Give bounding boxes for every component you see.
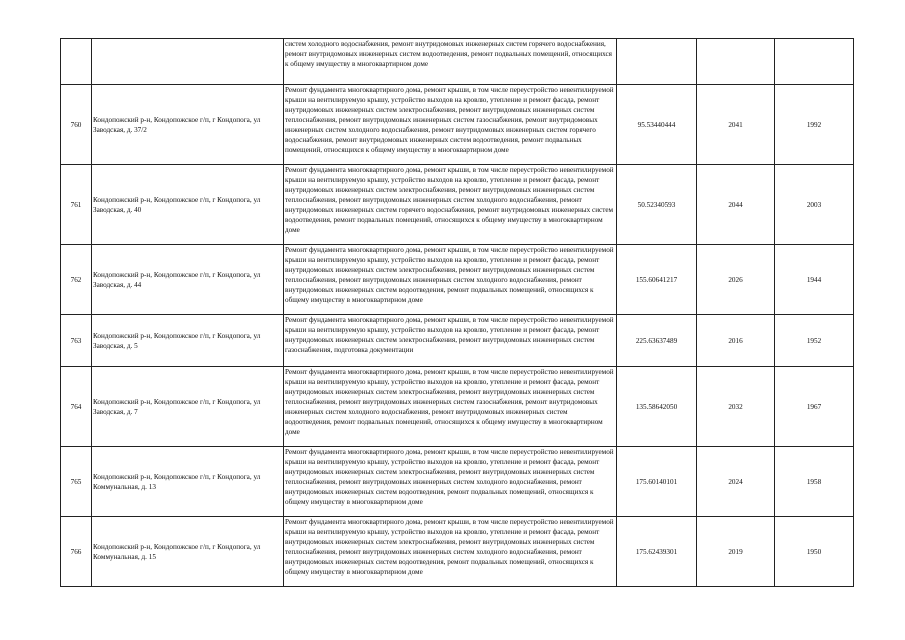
table-row bbox=[61, 367, 854, 447]
address-cell: Кондопожский р-н, Кондопожское г/п, г Кондопога, ул Заводская, д. 5 bbox=[92, 315, 284, 367]
planned-year-cell bbox=[697, 39, 775, 85]
area-value-cell: 175.60140101 bbox=[617, 447, 697, 517]
area-value-cell: 135.58642050 bbox=[617, 367, 697, 447]
works-list-cell: Ремонт фундамента многоквартирного дома, ремонт крыши, в том числе переустройство невентилируемой крыши на вентилируемую крышу, устройство выходов на кровлю, утепление и ремонт фасада, ремонт внутридомовых инженерных систем электроснабжения, ремонт внутридомовых инженерных систем теплоснабжения, ремонт внутридомовых инженерных систем газоснабжения, ремонт внутридомовых инженерных систем холодного водоснабжения, ремонт внутридомовых инженерных систем горячего водоснабжения, ремонт внутридомовых инженерных систем водоотведения, ремонт подвальных помещений, относящихся к общему имуществу в многоквартирном доме bbox=[284, 85, 617, 165]
row-number-cell bbox=[61, 39, 92, 85]
table-row bbox=[61, 85, 854, 165]
address-cell: Кондопожский р-н, Кондопожское г/п, г Кондопога, ул Заводская, д. 40 bbox=[92, 165, 284, 245]
table-row bbox=[61, 517, 854, 587]
planned-year-cell: 2016 bbox=[697, 315, 775, 367]
address-cell: Кондопожский р-н, Кондопожское г/п, г Кондопога, ул Заводская, д. 7 bbox=[92, 367, 284, 447]
address-cell: Кондопожский р-н, Кондопожское г/п, г Кондопога, ул Коммунальная, д. 15 bbox=[92, 517, 284, 587]
address-cell: Кондопожский р-н, Кондопожское г/п, г Кондопога, ул Заводская, д. 44 bbox=[92, 245, 284, 315]
table-row bbox=[61, 165, 854, 245]
address-cell: Кондопожский р-н, Кондопожское г/п, г Кондопога, ул Коммунальная, д. 13 bbox=[92, 447, 284, 517]
planned-year-cell: 2032 bbox=[697, 367, 775, 447]
row-number-cell: 765 bbox=[61, 447, 92, 517]
construction-year-cell: 1944 bbox=[775, 245, 854, 315]
construction-year-cell: 2003 bbox=[775, 165, 854, 245]
planned-year-cell: 2024 bbox=[697, 447, 775, 517]
area-value-cell: 225.63637489 bbox=[617, 315, 697, 367]
area-value-cell: 175.62439301 bbox=[617, 517, 697, 587]
table-row bbox=[61, 245, 854, 315]
table-body bbox=[61, 39, 854, 587]
planned-year-cell: 2026 bbox=[697, 245, 775, 315]
table-row bbox=[61, 315, 854, 367]
area-value-cell: 95.53440444 bbox=[617, 85, 697, 165]
construction-year-cell: 1967 bbox=[775, 367, 854, 447]
planned-year-cell: 2041 bbox=[697, 85, 775, 165]
planned-year-cell: 2019 bbox=[697, 517, 775, 587]
row-number-cell: 760 bbox=[61, 85, 92, 165]
construction-year-cell bbox=[775, 39, 854, 85]
construction-year-cell: 1992 bbox=[775, 85, 854, 165]
construction-year-cell: 1952 bbox=[775, 315, 854, 367]
construction-year-cell: 1958 bbox=[775, 447, 854, 517]
table-row bbox=[61, 39, 854, 85]
works-list-cell: Ремонт фундамента многоквартирного дома, ремонт крыши, в том числе переустройство невентилируемой крыши на вентилируемую крышу, устройство выходов на кровлю, утепление и ремонт фасада, ремонт внутридомовых инженерных систем электроснабжения, ремонт внутридомовых инженерных систем газоснабжения, подготовка документации bbox=[284, 315, 617, 367]
row-number-cell: 761 bbox=[61, 165, 92, 245]
works-list-cell: Ремонт фундамента многоквартирного дома, ремонт крыши, в том числе переустройство невентилируемой крыши на вентилируемую крышу, устройство выходов на кровлю, утепление и ремонт фасада, ремонт внутридомовых инженерных систем электроснабжения, ремонт внутридомовых инженерных систем теплоснабжения, ремонт внутридомовых инженерных систем холодного водоснабжения, ремонт внутридомовых инженерных систем водоотведения, ремонт подвальных помещений, относящихся к общему имуществу в многоквартирном доме bbox=[284, 245, 617, 315]
row-number-cell: 766 bbox=[61, 517, 92, 587]
capital-repair-table bbox=[60, 38, 854, 587]
area-value-cell bbox=[617, 39, 697, 85]
planned-year-cell: 2044 bbox=[697, 165, 775, 245]
works-list-cell: Ремонт фундамента многоквартирного дома, ремонт крыши, в том числе переустройство невентилируемой крыши на вентилируемую крышу, устройство выходов на кровлю, утепление и ремонт фасада, ремонт внутридомовых инженерных систем электроснабжения, ремонт внутридомовых инженерных систем теплоснабжения, ремонт внутридомовых инженерных систем холодного водоснабжения, ремонт внутридомовых инженерных систем водоотведения, ремонт подвальных помещений, относящихся к общему имуществу в многоквартирном доме bbox=[284, 447, 617, 517]
address-cell bbox=[92, 39, 284, 85]
works-list-cell: Ремонт фундамента многоквартирного дома, ремонт крыши, в том числе переустройство невентилируемой крыши на вентилируемую крышу, устройство выходов на кровлю, утепление и ремонт фасада, ремонт внутридомовых инженерных систем электроснабжения, ремонт внутридомовых инженерных систем теплоснабжения, ремонт внутридомовых инженерных систем газоснабжения, ремонт внутридомовых инженерных систем холодного водоснабжения, ремонт внутридомовых инженерных систем водоотведения, ремонт подвальных помещений, относящихся к общему имуществу в многоквартирном доме bbox=[284, 367, 617, 447]
works-list-cell: Ремонт фундамента многоквартирного дома, ремонт крыши, в том числе переустройство невентилируемой крыши на вентилируемую крышу, устройство выходов на кровлю, утепление и ремонт фасада, ремонт внутридомовых инженерных систем электроснабжения, ремонт внутридомовых инженерных систем теплоснабжения, ремонт внутридомовых инженерных систем холодного водоснабжения, ремонт внутридомовых инженерных систем водоотведения, ремонт подвальных помещений, относящихся к общему имуществу в многоквартирном доме bbox=[284, 517, 617, 587]
works-list-cell: Ремонт фундамента многоквартирного дома, ремонт крыши, в том числе переустройство невентилируемой крыши на вентилируемую крышу, устройство выходов на кровлю, утепление и ремонт фасада, ремонт внутридомовых инженерных систем электроснабжения, ремонт внутридомовых инженерных систем теплоснабжения, ремонт внутридомовых инженерных систем холодного водоснабжения, ремонт внутридомовых инженерных систем горячего водоснабжения, ремонт внутридомовых инженерных систем водоотведения, ремонт подвальных помещений, относящихся к общему имуществу в многоквартирном доме bbox=[284, 165, 617, 245]
row-number-cell: 763 bbox=[61, 315, 92, 367]
address-cell: Кондопожский р-н, Кондопожское г/п, г Кондопога, ул Заводская, д. 37/2 bbox=[92, 85, 284, 165]
works-list-cell: систем холодного водоснабжения, ремонт внутридомовых инженерных систем горячего водоснабжения, ремонт внутридомовых инженерных систем водоотведения, ремонт подвальных помещений, относящихся к общему имуществу в многоквартирном доме bbox=[284, 39, 617, 85]
row-number-cell: 762 bbox=[61, 245, 92, 315]
row-number-cell: 764 bbox=[61, 367, 92, 447]
table-row bbox=[61, 447, 854, 517]
construction-year-cell: 1950 bbox=[775, 517, 854, 587]
area-value-cell: 155.60641217 bbox=[617, 245, 697, 315]
area-value-cell: 50.52340593 bbox=[617, 165, 697, 245]
document-page bbox=[60, 38, 853, 587]
